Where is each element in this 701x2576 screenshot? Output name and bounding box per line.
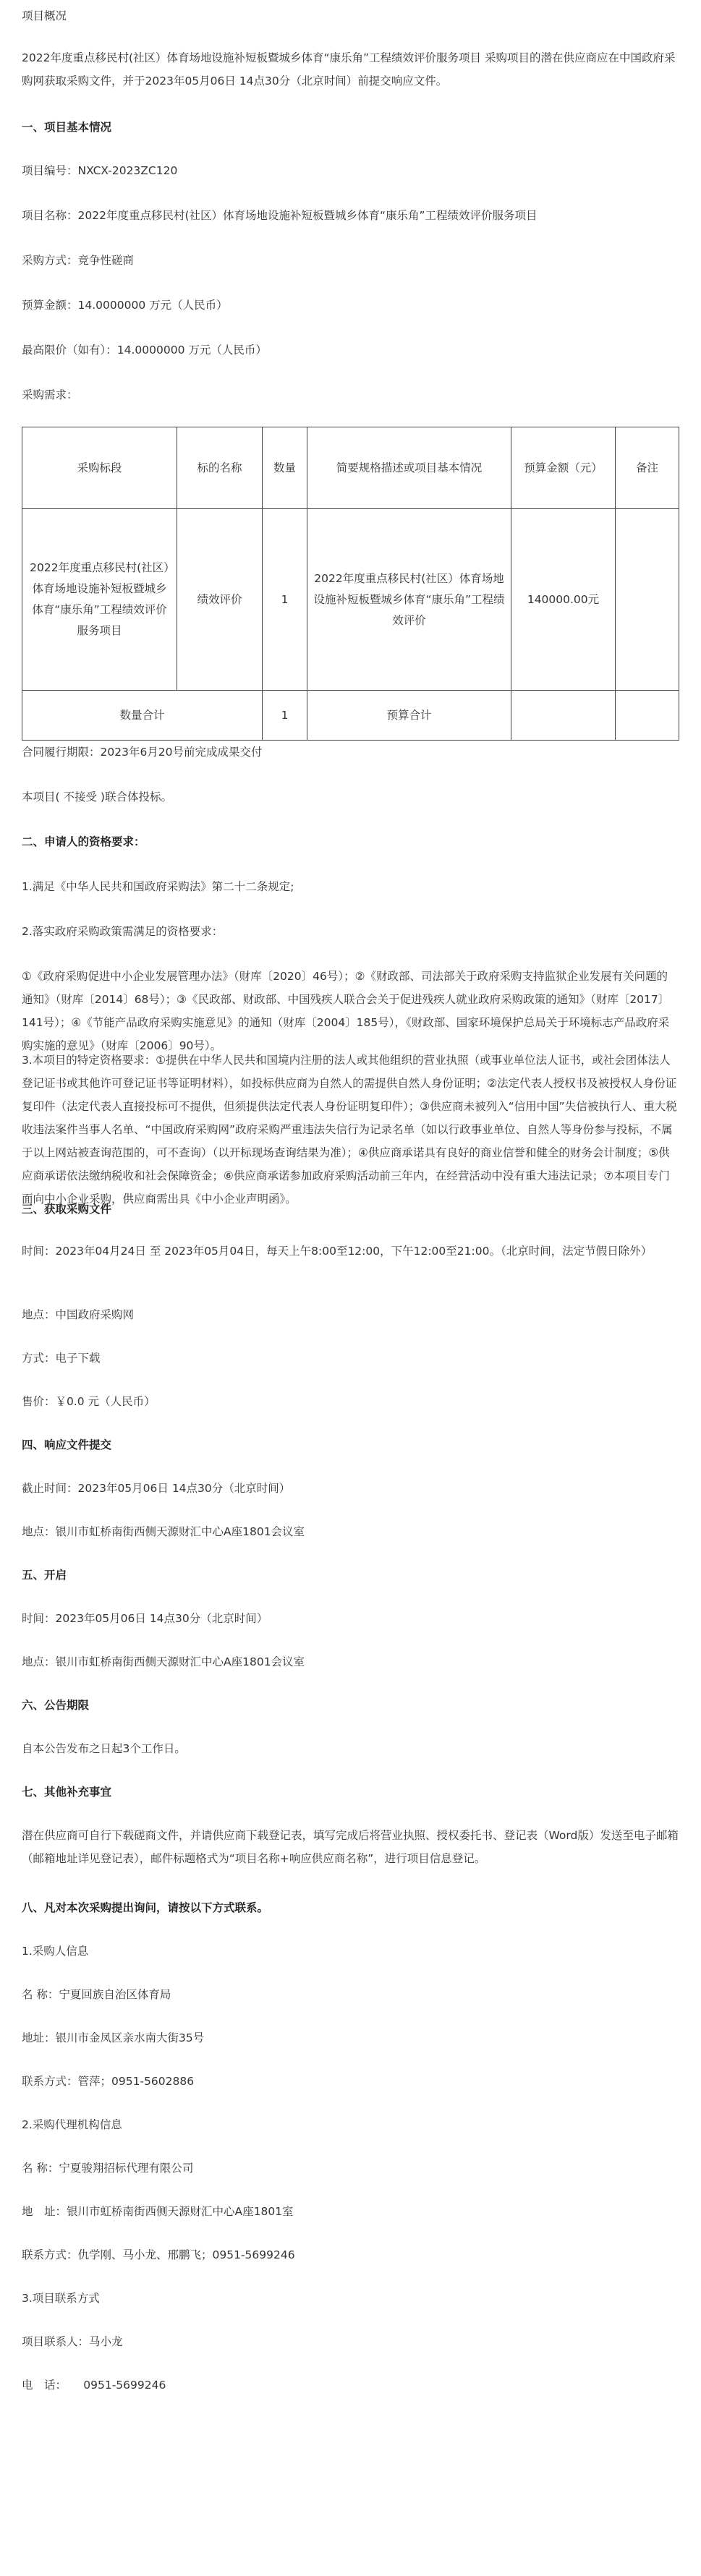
column-header: 简要规格描述或项目基本情况 <box>307 427 511 509</box>
project-contact-title: 3.项目联系方式 <box>22 2292 100 2305</box>
purchaser-address: 地址：银川市金凤区亲水南大街35号 <box>22 2031 205 2044</box>
column-header: 数量 <box>263 427 307 509</box>
demand-label: 采购需求： <box>22 388 78 401</box>
purchaser-phone: 联系方式：管萍；0951-5602886 <box>22 2075 195 2088</box>
requirements-table <box>22 427 679 741</box>
table-total-row <box>22 691 679 741</box>
section-period-heading: 六、公告期限 <box>22 1699 90 1712</box>
cell-item-name: 绩效评价 <box>177 509 263 691</box>
agency-address: 地 址：银川市虹桥南街西侧天源财汇中心A座1801室 <box>22 2205 294 2218</box>
submit-deadline: 截止时间：2023年05月06日 14点30分（北京时间） <box>22 1482 291 1495</box>
total-quantity: 1 <box>263 691 307 741</box>
contract-period: 合同履行期限：2023年6月20号前完成成果交付 <box>22 746 263 759</box>
cell-description: 2022年度重点移民村(社区）体育场地设施补短板暨城乡体育“康乐角”工程绩效评价 <box>307 509 511 691</box>
submit-place: 地点：银川市虹桥南街西侧天源财汇中心A座1801会议室 <box>22 1525 305 1538</box>
column-header: 采购标段 <box>22 427 177 509</box>
obtain-time: 时间：2023年04月24日 至 2023年05月04日，每天上午8:00至12:00，下午12:00至21:00。（北京时间，法定节假日除外） <box>22 1245 653 1258</box>
section-obtain-heading: 三、获取采购文件 <box>22 1203 112 1216</box>
agency-title: 2.采购代理机构信息 <box>22 2118 122 2131</box>
table-header-row <box>22 427 679 509</box>
section-qualification-heading: 二、申请人的资格要求： <box>22 835 145 848</box>
total-budget-label: 预算合计 <box>307 691 511 741</box>
opening-time: 时间：2023年05月06日 14点30分（北京时间） <box>22 1612 268 1625</box>
project-number: 项目编号：NXCX-2023ZC120 <box>22 164 178 177</box>
total-label: 数量合计 <box>22 691 263 741</box>
procurement-method: 采购方式：竞争性磋商 <box>22 254 135 267</box>
overview-title: 项目概况 <box>22 9 67 22</box>
period-text: 自本公告发布之日起3个工作日。 <box>22 1742 186 1755</box>
obtain-place: 地点：中国政府采购网 <box>22 1308 135 1321</box>
qualification-item-2: 2.落实政府采购政策需满足的资格要求： <box>22 925 224 938</box>
opening-place: 地点：银川市虹桥南街西侧天源财汇中心A座1801会议室 <box>22 1655 305 1668</box>
obtain-method: 方式：电子下载 <box>22 1352 101 1365</box>
qualification-policies: ①《政府采购促进中小企业发展管理办法》（财库〔2020〕46号）；②《财政部、司法部关于政府采购支持监狱企业发展有关问题的通知》（财库〔2014〕68号）；③《民政部、财政部、中国残疾人联合会关于促进残疾人就业政府采购政策的通知》（财库〔2017〕141号）；④《节能产品政府采购实施意见》的通知（财库〔2004〕185号），《财政部、国家环境保护总局关于环境标志产品政府采购实施的意见》（财库〔2006〕90号）。 <box>22 970 670 1052</box>
consortium-note: 本项目( 不接受 )联合体投标。 <box>22 790 172 803</box>
column-header: 备注 <box>616 427 679 509</box>
project-contact-phone: 电 话： 0951-5699246 <box>22 2379 166 2392</box>
cell-quantity: 1 <box>263 509 307 691</box>
cell-section: 2022年度重点移民村(社区）体育场地设施补短板暨城乡体育“康乐角”工程绩效评价服务项目 <box>22 509 177 691</box>
project-contact-person: 项目联系人：马小龙 <box>22 2335 123 2348</box>
table-row <box>22 509 679 691</box>
budget-amount: 预算金额：14.0000000 万元（人民币） <box>22 299 228 312</box>
total-remark <box>616 691 679 741</box>
section-other-heading: 七、其他补充事宜 <box>22 1786 112 1799</box>
obtain-price: 售价：￥0.0 元（人民币） <box>22 1395 156 1408</box>
purchaser-name: 名 称：宁夏回族自治区体育局 <box>22 1988 171 2001</box>
agency-name: 名 称：宁夏骏翔招标代理有限公司 <box>22 2162 194 2175</box>
other-text: 潜在供应商可自行下载磋商文件，并请供应商下载登记表，填写完成后将营业执照、授权委托书、登记表（Word版）发送至电子邮箱（邮箱地址详见登记表），邮件标题格式为“项目名称+响应供应商名称”，进行项目信息登记。 <box>22 1829 679 1865</box>
max-price: 最高限价（如有）：14.0000000 万元（人民币） <box>22 344 267 357</box>
column-header: 标的名称 <box>177 427 263 509</box>
qualification-item-3: 3.本项目的特定资格要求：①提供在中华人民共和国境内注册的法人或其他组织的营业执照（或事业单位法人证书，或社会团体法人登记证书或其他许可登记证书等证明材料），如投标供应商为自然人的需提供自然人身份证明；②法定代表人授权书及被授权人身份证复印件（法定代表人直接投标可不提供，但须提供法定代表人身份证明复印件）；③供应商未被列入“信用中国”失信被执行人、重大税收违法案件当事人名单、“中国政府采购网”政府采购严重违法失信行为记录名单（如以行政事业单位、自然人等身份参与投标，不属于以上网站被查询范围的，可不查询）（以开标现场查询结果为准）；④供应商承诺具有良好的商业信誉和健全的财务会计制度；⑤供应商承诺依法缴纳税收和社会保障资金；⑥供应商承诺参加政府采购活动前三年内，在经营活动中没有重大违法记录；⑦本项目专门面向中小企业采购，供应商需出具《中小企业声明函》。 <box>22 1054 677 1206</box>
column-header: 预算金额（元） <box>511 427 616 509</box>
total-budget-value <box>511 691 616 741</box>
section-contact-heading: 八、凡对本次采购提出询问，请按以下方式联系。 <box>22 1901 269 1914</box>
overview-text: 2022年度重点移民村(社区）体育场地设施补短板暨城乡体育“康乐角”工程绩效评价服务项目 采购项目的潜在供应商应在中国政府采购网获取采购文件，并于2023年05月06日 14点30分（北京时间）前提交响应文件。 <box>22 51 676 88</box>
section-submit-heading: 四、响应文件提交 <box>22 1438 112 1451</box>
qualification-item-1: 1.满足《中华人民共和国政府采购法》第二十二条规定; <box>22 880 294 893</box>
project-name: 项目名称：2022年度重点移民村(社区）体育场地设施补短板暨城乡体育“康乐角”工程绩效评价服务项目 <box>22 209 538 222</box>
section-basic-heading: 一、项目基本情况 <box>22 121 112 134</box>
section-opening-heading: 五、开启 <box>22 1569 67 1582</box>
agency-phone: 联系方式：仇学刚、马小龙、邢鹏飞；0951-5699246 <box>22 2248 295 2261</box>
cell-remark <box>616 509 679 691</box>
purchaser-title: 1.采购人信息 <box>22 1945 89 1958</box>
cell-budget: 140000.00元 <box>511 509 616 691</box>
